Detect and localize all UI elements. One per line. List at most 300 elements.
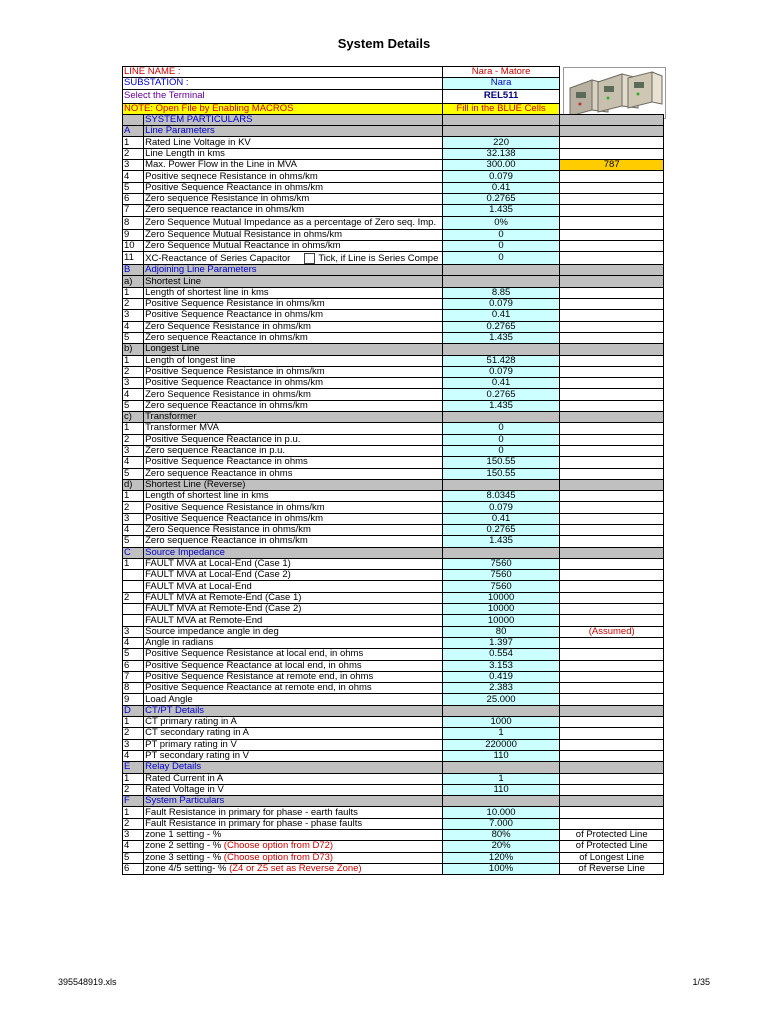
- row-number: 2: [123, 148, 144, 159]
- row-value[interactable]: 7560: [442, 570, 560, 581]
- row-description-text: Fault Resistance in primary for phase - phase faults: [145, 818, 363, 829]
- row-value[interactable]: 0: [442, 423, 560, 434]
- row-description: [144, 389, 443, 400]
- row-description-text: Zero Sequence Resistance in ohms/km: [145, 524, 311, 536]
- row-extra-empty: [560, 649, 664, 660]
- row-extra-empty: [560, 137, 664, 148]
- table-row: [123, 193, 664, 204]
- row-number: 5: [123, 649, 144, 660]
- footer-filename: 395548919.xls: [58, 977, 117, 987]
- row-description-text: XC-Reactance of Series Capacitor: [145, 252, 291, 264]
- row-value[interactable]: 0.2765: [442, 193, 560, 204]
- row-description-text: Positive Sequence Resistance in ohms/km: [145, 501, 325, 513]
- table-row: [123, 310, 664, 321]
- table-row: [123, 229, 664, 240]
- row-extra-empty: [560, 491, 664, 502]
- section-header-row: [123, 705, 664, 716]
- table-row: [123, 626, 664, 637]
- row-extra-empty: [560, 818, 664, 829]
- row-description-text: CT secondary rating in A: [145, 727, 249, 739]
- row-number: 5: [123, 182, 144, 193]
- row-description-text: Positive Sequence Reactance in ohms/km: [145, 377, 324, 389]
- row-value[interactable]: 10000: [442, 615, 560, 626]
- row-number: 3: [123, 626, 144, 637]
- row-extra-empty: [560, 400, 664, 411]
- row-number: 4: [123, 524, 144, 535]
- row-value[interactable]: 1: [442, 773, 560, 784]
- row-value[interactable]: 0.079: [442, 366, 560, 377]
- section-fill: [442, 265, 560, 276]
- section-fill: [560, 796, 664, 807]
- row-number: 3: [123, 378, 144, 389]
- row-description: [144, 355, 443, 366]
- table-row: [123, 784, 664, 795]
- subsection-header-row: [123, 412, 664, 423]
- series-compensation-checkbox[interactable]: [304, 253, 315, 264]
- row-number: 2: [123, 784, 144, 795]
- row-description-text: Length of shortest line in kms: [145, 287, 269, 298]
- row-extra-empty: [560, 216, 664, 229]
- section-title: CT/PT Details: [144, 705, 443, 716]
- table-row: [123, 807, 664, 818]
- line-name-value[interactable]: Nara - Matore: [442, 67, 560, 78]
- row-description-text: Length of longest line: [145, 355, 236, 366]
- footer-page-number: 1/35: [692, 977, 710, 987]
- table-row: [123, 287, 664, 298]
- row-description: [144, 626, 443, 637]
- row-extra-empty: [560, 310, 664, 321]
- subsection-title: Transformer: [144, 412, 443, 423]
- table-row: [123, 182, 664, 193]
- row-value[interactable]: 1.435: [442, 400, 560, 411]
- row-extra-empty: [560, 193, 664, 204]
- row-description-text: Positive Sequence Reactance at local end, in ohms: [145, 660, 362, 671]
- table-row: [123, 717, 664, 728]
- table-row: [123, 240, 664, 251]
- row-number: 9: [123, 694, 144, 705]
- row-extra-empty: [560, 182, 664, 193]
- row-value[interactable]: 100%: [442, 863, 560, 874]
- row-number: 7: [123, 671, 144, 682]
- row-extra-empty: [560, 581, 664, 592]
- subsection-fill: [560, 344, 664, 355]
- row-description-text: FAULT MVA at Local-End: [145, 580, 252, 592]
- section-fill: [560, 265, 664, 276]
- row-extra: of Protected Line: [560, 830, 664, 841]
- row-description-text: Load Angle: [145, 693, 193, 705]
- table-row: [123, 739, 664, 750]
- row-description-text: CT primary rating in A: [145, 716, 237, 728]
- row-description-text: Fault Resistance in primary for phase - earth faults: [145, 806, 358, 818]
- table-row: [123, 649, 664, 660]
- subsection-letter: c): [123, 412, 144, 423]
- row-number: 7: [123, 205, 144, 216]
- row-description: [144, 660, 443, 671]
- table-row: [123, 137, 664, 148]
- row-description: [144, 750, 443, 761]
- section-header-row: [123, 796, 664, 807]
- row-description-text: Positive Sequence Resistance at local end, in ohms: [145, 648, 364, 660]
- table-row: [123, 513, 664, 524]
- table-row: [123, 818, 664, 829]
- row-number: [123, 615, 144, 626]
- fill-blue-note: Fill in the BLUE Cells: [442, 103, 560, 114]
- row-description-text: zone 1 setting - %: [145, 829, 222, 841]
- row-description-text: Positive Sequence Resistance at remote end, in ohms: [145, 671, 374, 682]
- row-description-text: Source impedance angle in deg: [145, 626, 279, 637]
- row-number: 1: [123, 717, 144, 728]
- row-extra-empty: [560, 513, 664, 524]
- row-value[interactable]: 220000: [442, 739, 560, 750]
- row-description-text: Line Length in kms: [145, 148, 225, 159]
- terminal-select[interactable]: REL511: [442, 89, 560, 103]
- row-description-text: Zero sequence Reactance in ohms/km: [145, 400, 308, 411]
- row-value[interactable]: 150.55: [442, 468, 560, 479]
- row-value[interactable]: 0.079: [442, 299, 560, 310]
- row-value[interactable]: 10.000: [442, 807, 560, 818]
- row-value[interactable]: 0.41: [442, 182, 560, 193]
- row-value[interactable]: 1000: [442, 717, 560, 728]
- row-description: [144, 400, 443, 411]
- row-value[interactable]: 0.41: [442, 378, 560, 389]
- row-value[interactable]: 0.554: [442, 649, 560, 660]
- subsection-letter: a): [123, 276, 144, 287]
- row-value[interactable]: 10000: [442, 592, 560, 603]
- table-row: [123, 683, 664, 694]
- section-fill: [560, 705, 664, 716]
- row-number: 1: [123, 807, 144, 818]
- row-number: 1: [123, 491, 144, 502]
- section-header-row: [123, 265, 664, 276]
- row-extra-empty: [560, 389, 664, 400]
- row-number: 3: [123, 310, 144, 321]
- row-extra-empty: [560, 502, 664, 513]
- substation-label: SUBSTATION :: [123, 78, 443, 89]
- row-description-text: Rated Current in A: [145, 773, 224, 784]
- row-number: 6: [123, 660, 144, 671]
- table-row: [123, 205, 664, 216]
- row-description: [144, 728, 443, 739]
- row-number: [123, 570, 144, 581]
- row-description: [144, 604, 443, 615]
- section-title: System Particulars: [144, 796, 443, 807]
- row-description-text: Zero Sequence Mutual Resistance in ohms/km: [145, 229, 343, 240]
- row-extra-empty: [560, 524, 664, 535]
- table-row: [123, 581, 664, 592]
- row-description-text: Zero Sequence Mutual Reactance in ohms/km: [145, 240, 341, 251]
- row-number: 11: [123, 252, 144, 265]
- row-number: 2: [123, 728, 144, 739]
- row-description: [144, 205, 443, 216]
- row-value[interactable]: 0%: [442, 216, 560, 229]
- subsection-title: Shortest Line (Reverse): [144, 479, 443, 490]
- row-number: [123, 581, 144, 592]
- row-value[interactable]: 51.428: [442, 355, 560, 366]
- row-description-text: PT primary rating in V: [145, 739, 237, 750]
- row-description: [144, 366, 443, 377]
- row-extra-empty: [560, 784, 664, 795]
- row-description: [144, 637, 443, 648]
- row-value[interactable]: 110: [442, 784, 560, 795]
- row-value[interactable]: 8.85: [442, 287, 560, 298]
- subsection-header-row: [123, 344, 664, 355]
- row-value[interactable]: 7560: [442, 581, 560, 592]
- row-value[interactable]: 120%: [442, 852, 560, 863]
- row-description: [144, 773, 443, 784]
- section-letter: B: [123, 265, 144, 276]
- row-hint: (Z4 or Z5 set as Reverse Zone): [229, 863, 362, 875]
- row-extra-empty: [560, 570, 664, 581]
- row-hint: (Choose option from D72): [223, 840, 334, 852]
- row-number: [123, 604, 144, 615]
- row-value[interactable]: 0.419: [442, 671, 560, 682]
- row-number: 4: [123, 321, 144, 332]
- row-hint: (Choose option from D73): [223, 852, 334, 863]
- row-number: 6: [123, 193, 144, 204]
- row-description: [144, 841, 443, 852]
- row-value[interactable]: 7560: [442, 558, 560, 569]
- row-value[interactable]: 7.000: [442, 818, 560, 829]
- row-value[interactable]: 0: [442, 445, 560, 456]
- series-compensation-label: Tick, if Line is Series Compe: [318, 252, 439, 264]
- row-description: [144, 229, 443, 240]
- subsection-fill: [442, 412, 560, 423]
- row-extra-empty: [560, 287, 664, 298]
- row-description: [144, 321, 443, 332]
- row-description-text: Zero sequence Resistance in ohms/km: [145, 193, 310, 205]
- substation-value[interactable]: Nara: [442, 78, 560, 89]
- row-number: 4: [123, 389, 144, 400]
- subsection-header-row: [123, 479, 664, 490]
- row-description-text: Positive Sequence Reactance at remote end, in ohms: [145, 682, 372, 694]
- terminal-row: [123, 89, 664, 103]
- row-extra-empty: [560, 332, 664, 343]
- system-particulars-header: [123, 114, 664, 125]
- row-description-text: Positive Sequence Reactance in ohms: [145, 456, 308, 468]
- row-extra-empty: [560, 694, 664, 705]
- row-description: [144, 536, 443, 547]
- row-description-text: Zero sequence Reactance in ohms: [145, 468, 293, 479]
- row-description: [144, 299, 443, 310]
- section-fill: [560, 762, 664, 773]
- row-value[interactable]: 80%: [442, 830, 560, 841]
- row-description: [144, 216, 443, 229]
- section-letter: D: [123, 705, 144, 716]
- row-value[interactable]: 80: [442, 626, 560, 637]
- row-description-text: FAULT MVA at Remote-End: [145, 614, 263, 626]
- row-number: 4: [123, 841, 144, 852]
- section-fill: [442, 705, 560, 716]
- row-description-text: Transformer MVA: [145, 422, 220, 434]
- row-extra-empty: [560, 536, 664, 547]
- section-header-row: [123, 126, 664, 137]
- row-value[interactable]: 0: [442, 240, 560, 251]
- table-row: [123, 434, 664, 445]
- row-value[interactable]: 0.41: [442, 310, 560, 321]
- section-header-row: [123, 762, 664, 773]
- row-extra-empty: [560, 750, 664, 761]
- row-description: [144, 649, 443, 660]
- row-number: 1: [123, 423, 144, 434]
- row-value[interactable]: 32.138: [442, 148, 560, 159]
- row-description: [144, 615, 443, 626]
- row-number: 3: [123, 160, 144, 171]
- row-extra-empty: [560, 683, 664, 694]
- table-row: [123, 216, 664, 229]
- row-value[interactable]: 25.000: [442, 694, 560, 705]
- row-description: [144, 717, 443, 728]
- row-value[interactable]: 0.2765: [442, 389, 560, 400]
- row-value[interactable]: 0: [442, 434, 560, 445]
- row-description-text: FAULT MVA at Local-End (Case 2): [145, 569, 291, 581]
- row-number: 4: [123, 171, 144, 182]
- table-row: [123, 457, 664, 468]
- row-value[interactable]: 0: [442, 252, 560, 265]
- section-title: Line Parameters: [144, 126, 443, 137]
- row-value[interactable]: 2.383: [442, 683, 560, 694]
- row-extra-empty: [560, 252, 664, 265]
- row-extra-empty: [560, 773, 664, 784]
- row-value[interactable]: 1.397: [442, 637, 560, 648]
- row-description-text: Positive Sequence Reactance in ohms/km: [145, 309, 324, 321]
- row-description-text: FAULT MVA at Remote-End (Case 2): [145, 603, 302, 615]
- row-description-text: zone 3 setting - %: [145, 852, 222, 863]
- row-number: 8: [123, 683, 144, 694]
- table-row: [123, 592, 664, 603]
- row-number: 3: [123, 830, 144, 841]
- table-row: [123, 830, 664, 841]
- row-description: [144, 445, 443, 456]
- row-value[interactable]: 1.435: [442, 332, 560, 343]
- row-description: [144, 457, 443, 468]
- table-row: [123, 491, 664, 502]
- table-row: [123, 694, 664, 705]
- row-value[interactable]: 3.153: [442, 660, 560, 671]
- row-description-text: Zero sequence Reactance in ohms/km: [145, 535, 308, 547]
- row-description: [144, 310, 443, 321]
- row-extra-empty: [560, 434, 664, 445]
- row-description-text: Zero sequence reactance in ohms/km: [145, 204, 305, 216]
- row-number: 5: [123, 400, 144, 411]
- row-description-text: zone 4/5 setting- %: [145, 863, 227, 875]
- table-row: [123, 863, 664, 874]
- table-row: [123, 332, 664, 343]
- row-description-text: Positive Sequence Resistance in ohms/km: [145, 366, 325, 377]
- row-number: 3: [123, 445, 144, 456]
- row-number: 1: [123, 773, 144, 784]
- row-extra: of Protected Line: [560, 841, 664, 852]
- table-row: [123, 423, 664, 434]
- table-row: [123, 604, 664, 615]
- row-value[interactable]: 0: [442, 229, 560, 240]
- row-description: [144, 592, 443, 603]
- row-value[interactable]: 300.00: [442, 160, 560, 171]
- row-extra-empty: [560, 148, 664, 159]
- section-fill: [442, 547, 560, 558]
- subsection-letter: d): [123, 479, 144, 490]
- subsection-header-row: [123, 276, 664, 287]
- row-description: [144, 171, 443, 182]
- row-extra-empty: [560, 378, 664, 389]
- substation-row: [123, 78, 664, 89]
- row-value[interactable]: 1: [442, 728, 560, 739]
- row-number: 2: [123, 818, 144, 829]
- row-value[interactable]: 0.41: [442, 513, 560, 524]
- row-number: 5: [123, 468, 144, 479]
- table-row: [123, 355, 664, 366]
- row-description: [144, 671, 443, 682]
- row-value[interactable]: 220: [442, 137, 560, 148]
- row-extra-empty: [560, 637, 664, 648]
- row-description: [144, 148, 443, 159]
- row-description-text: Zero sequence Reactance in ohms/km: [145, 332, 308, 344]
- row-description-text: Angle in radians: [145, 637, 214, 649]
- row-extra: (Assumed): [560, 626, 664, 637]
- row-extra-empty: [560, 807, 664, 818]
- row-description: [144, 570, 443, 581]
- row-value[interactable]: 20%: [442, 841, 560, 852]
- row-value[interactable]: 150.55: [442, 457, 560, 468]
- subsection-fill: [560, 479, 664, 490]
- subsection-fill: [560, 276, 664, 287]
- row-value[interactable]: 0.2765: [442, 321, 560, 332]
- table-row: [123, 445, 664, 456]
- row-value[interactable]: 1.435: [442, 536, 560, 547]
- row-description-text: Positive seqnece Resistance in ohms/km: [145, 170, 318, 182]
- row-value[interactable]: 0.079: [442, 171, 560, 182]
- row-value[interactable]: 8.0345: [442, 491, 560, 502]
- macros-note: NOTE: Open File by Enabling MACROS: [123, 103, 443, 114]
- row-number: 9: [123, 229, 144, 240]
- table-row: [123, 171, 664, 182]
- row-description-text: FAULT MVA at Remote-End (Case 1): [145, 592, 302, 603]
- row-extra-empty: [560, 423, 664, 434]
- row-extra-empty: [560, 615, 664, 626]
- table-row: [123, 468, 664, 479]
- row-description: [144, 807, 443, 818]
- row-description: [144, 332, 443, 343]
- row-extra-empty: [560, 321, 664, 332]
- row-value[interactable]: 0.079: [442, 502, 560, 513]
- row-number: 8: [123, 216, 144, 229]
- table-row: [123, 750, 664, 761]
- row-value[interactable]: 0.2765: [442, 524, 560, 535]
- row-description: [144, 581, 443, 592]
- row-value[interactable]: 110: [442, 750, 560, 761]
- row-description: [144, 558, 443, 569]
- row-value[interactable]: 1.435: [442, 205, 560, 216]
- row-value[interactable]: 10000: [442, 604, 560, 615]
- row-number: 2: [123, 299, 144, 310]
- table-row: [123, 400, 664, 411]
- table-row: [123, 389, 664, 400]
- row-description: [144, 502, 443, 513]
- row-description: [144, 434, 443, 445]
- row-number: 2: [123, 592, 144, 603]
- row-number: 4: [123, 457, 144, 468]
- row-description-text: Zero Sequence Resistance in ohms/km: [145, 321, 311, 332]
- table-row: [123, 558, 664, 569]
- row-extra: of Longest Line: [560, 852, 664, 863]
- section-title: Relay Details: [144, 762, 443, 773]
- section-letter: C: [123, 547, 144, 558]
- row-extra-empty: [560, 366, 664, 377]
- row-number: 1: [123, 558, 144, 569]
- subsection-fill: [560, 412, 664, 423]
- section-letter: E: [123, 762, 144, 773]
- row-description: [144, 287, 443, 298]
- row-description: [144, 852, 443, 863]
